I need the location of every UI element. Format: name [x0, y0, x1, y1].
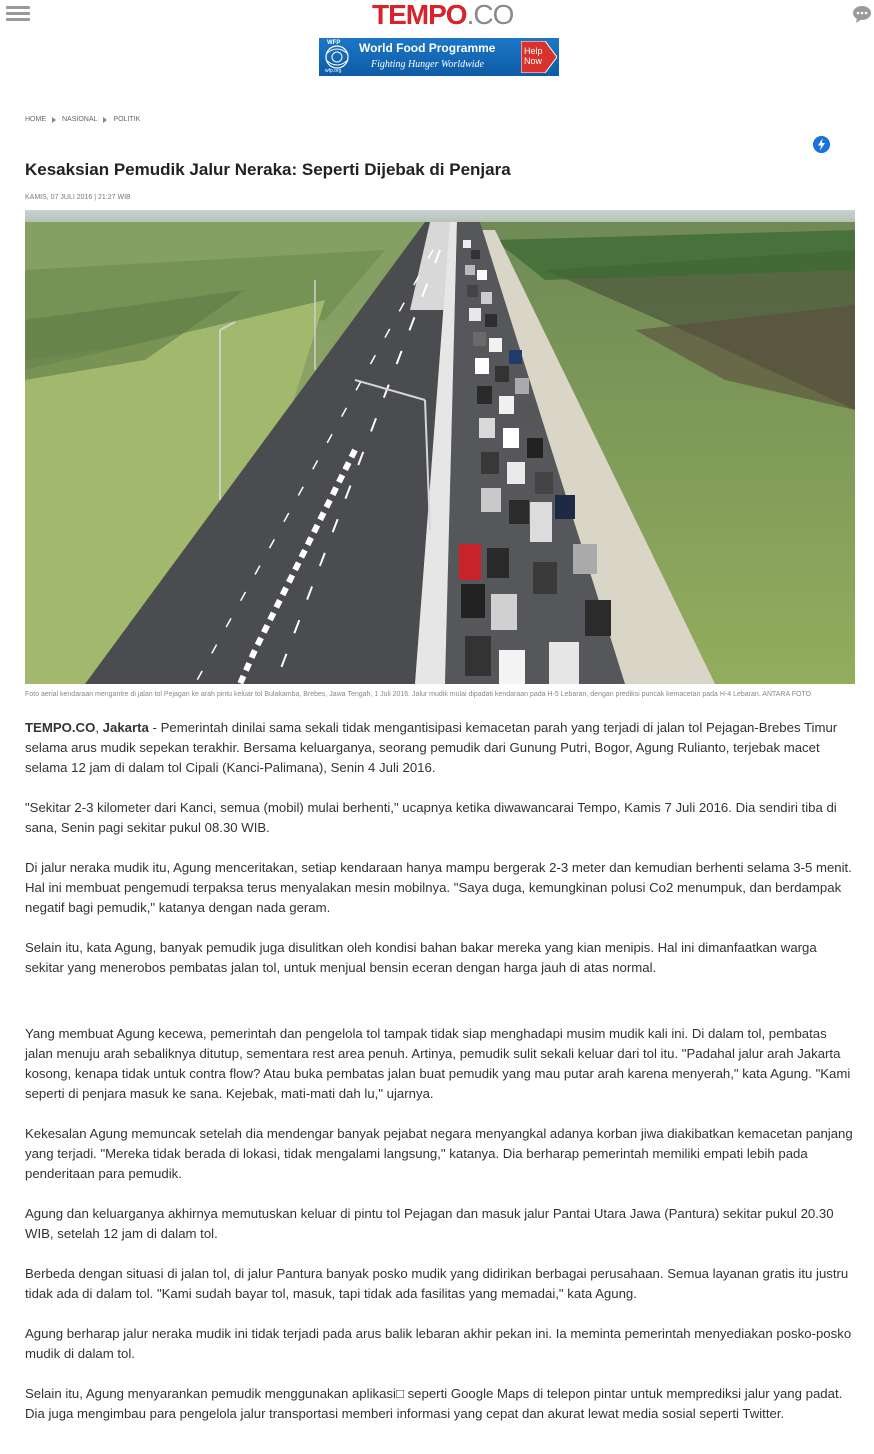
lead-city: Jakarta [102, 720, 149, 735]
lightning-bolt-icon[interactable] [813, 136, 830, 153]
lead-source: TEMPO.CO [25, 720, 96, 735]
wfp-logo-url: wfp.org [325, 68, 342, 74]
logo-main: TEMPO [372, 0, 467, 30]
ad-spacer [25, 998, 855, 1024]
wfp-logo [321, 40, 353, 74]
cta-label [524, 46, 543, 66]
article-paragraph: Yang membuat Agung kecewa, pemerintah dan pengelola tol tampak tidak siap menghadapi musim mudik kali ini. Di dalam tol, pembatas jalan menuju arah sebaliknya ditutup, sementara rest area penuh. Artinya, pemudik sulit sekali keluar dari tol itu. "Padahal jalur arah Jakarta kosong, kenapa tidak untuk contra flow? Atau buka pembatas jalan buat pemudik yang mau putar arah karena menyerah," kata Agung. "Kami seperti di penjara masuk ke sana. Kejebak, mati-mati dah lu," ujarnya. [25, 1026, 851, 1101]
article-paragraph: "Sekitar 2-3 kilometer dari Kanci, semua (mobil) mulai berhenti," ucapnya ketika diwawancarai Tempo, Kamis 7 Juli 2016. Dia sendiri tiba di sana, Senin pagi sekitar pukul 08.30 WIB. [25, 800, 837, 835]
cta-line-1: Help [524, 46, 543, 56]
breadcrumb-nasional[interactable]: NASIONAL [62, 116, 98, 123]
breadcrumb [25, 116, 140, 123]
wfp-ad-banner[interactable] [319, 38, 559, 76]
article-title: Kesaksian Pemudik Jalur Neraka: Seperti Dijebak di Penjara [25, 160, 511, 179]
article-paragraph: Di jalur neraka mudik itu, Agung menceritakan, setiap kendaraan hanya mampu bergerak 2-3 meter dan kemudian berhenti selama 3-5 menit. Hal ini membuat pengemudi terpaksa terus menyalakan mesin mobilnya. "Saya duga, kemungkinan polusi Co2 menumpuk, dan berdampak negatif bagi pemudik," katanya dengan nada geram. [25, 860, 852, 915]
site-logo[interactable] [372, 0, 513, 30]
lead-text: - Pemerintah dinilai sama sekali tidak mengantisipasi kemacetan parah yang terjadi di jalan tol Pejagan-Brebes Timur selama arus mudik sepekan terakhir. Bersama keluarganya, seorang pemudik dari Gunung Putri, Bogor, Agung Rulianto, terjebak macet selama 12 jam di dalam tol Cipali (Kanci-Palimana), Senin 4 Juli 2016. [25, 720, 838, 775]
help-now-button[interactable] [521, 41, 557, 73]
breadcrumb-home[interactable]: HOME [25, 116, 46, 123]
article-paragraph: Kekesalan Agung memuncak setelah dia mendengar banyak pejabat negara menyangkal adanya korban jiwa diakibatkan kemacetan panjang yang terjadi. "Mereka tidak berada di lokasi, tidak mengalami langsung," katanya. Dia berharap pemerintah memiliki empati lebih pada penderitaan para pemudik. [25, 1126, 853, 1181]
photo-caption: Foto aerial kendaraan mengantre di jalan tol Pejagan ke arah pintu keluar tol Bulakamba, Brebes, Jawa Tengah, 1 Juli 2016. Jalur mudik mulai dipadati kendaraan pada H-5 Lebaran, dengan prediksi puncak kemacetan pada H-4 Lebaran. ANTARA FOTO [25, 691, 812, 698]
article-body [25, 718, 855, 1444]
site-header [0, 0, 874, 30]
article-paragraph: Agung berharap jalur neraka mudik ini tidak terjadi pada arus balik lebaran akhir pekan ini. Ia meminta pemerintah menyediakan posko-posko mudik di dalam tol. [25, 1326, 852, 1361]
cta-line-2: Now [524, 56, 543, 66]
article-dateline: KAMIS, 07 JULI 2016 | 21:27 WIB [25, 194, 131, 201]
article-paragraph: Selain itu, kata Agung, banyak pemudik juga disulitkan oleh kondisi bahan bakar mereka yang kian menipis. Hal ini dimanfaatkan warga sekitar yang menerobos pembatas jalan tol, untuk menjual bensin eceran dengan harga jauh di atas normal. [25, 940, 817, 975]
breadcrumb-arrow-icon [52, 117, 56, 123]
comment-icon[interactable] [852, 4, 872, 24]
article-paragraph: Agung dan keluarganya akhirnya memutuskan keluar di pintu tol Pejagan dan masuk jalur Pantai Utara Jawa (Pantura) sekitar pukul 20.30 WIB, setelah 12 jam di dalam tol. [25, 1206, 834, 1241]
hamburger-menu-icon[interactable] [6, 6, 30, 24]
article-photo [25, 210, 855, 684]
ad-title: World Food Programme [359, 41, 496, 55]
wfp-logo-text: WFP [327, 40, 341, 46]
article-paragraph: Selain itu, Agung menyarankan pemudik menggunakan aplikasi□ seperti Google Maps di telepon pintar untuk memprediksi jalur yang padat. Dia juga mengimbau para pengelola jalur transportasi memberi informasi yang cepat dan akurat lewat media sosial seperti Twitter. [25, 1386, 843, 1421]
ad-subtitle: Fighting Hunger Worldwide [371, 59, 484, 70]
breadcrumb-arrow-icon [103, 117, 107, 123]
logo-suffix: .CO [466, 0, 514, 30]
breadcrumb-politik[interactable]: POLITIK [113, 116, 141, 123]
article-paragraph: Berbeda dengan situasi di jalan tol, di jalur Pantura banyak posko mudik yang didirikan berbagai perusahaan. Semua layanan gratis itu justru tidak ada di dalam tol. "Kami sudah bayar tol, masuk, tapi tidak ada fasilitas yang memadai," kata Agung. [25, 1266, 849, 1301]
toll-road-aerial-image [25, 210, 855, 684]
article-paragraph-lead: TEMPO.CO, Jakarta - Pemerintah dinilai sama sekali tidak mengantisipasi kemacetan parah yang terjadi di jalan tol Pejagan-Brebes Timur selama arus mudik sepekan terakhir. Bersama keluarganya, seorang pemudik dari Gunung Putri, Bogor, Agung Rulianto, terjebak macet selama 12 jam di dalam tol Cipali (Kanci-Palimana), Senin 4 Juli 2016. [25, 720, 838, 775]
